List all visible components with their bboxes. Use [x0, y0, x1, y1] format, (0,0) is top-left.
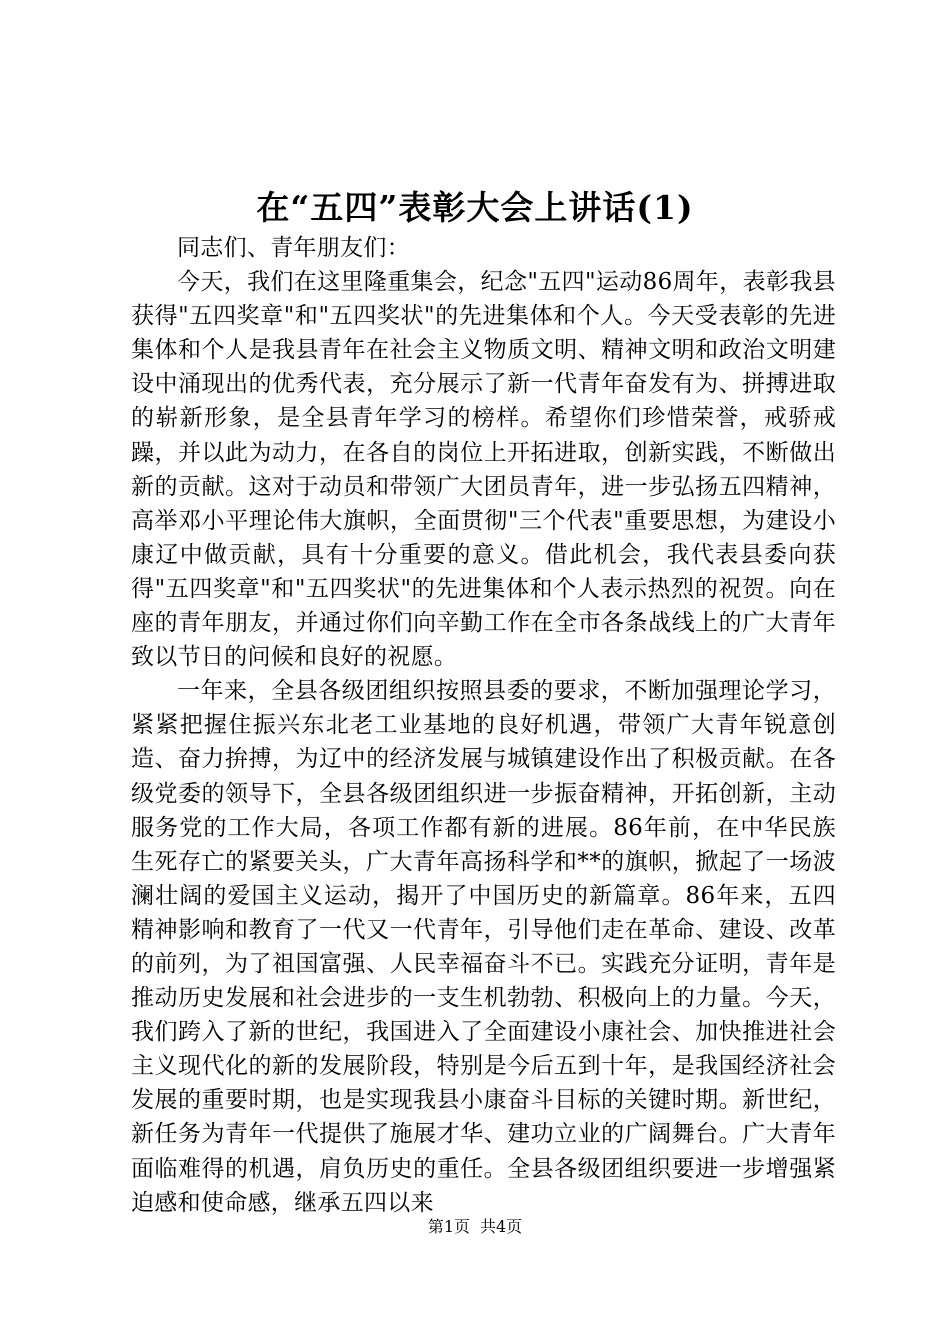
paragraph-2: 一年来，全县各级团组织按照县委的要求，不断加强理论学习，紧紧把握住振兴东北老工业基地的良好机遇，带领广大青年锐意创造、奋力拚搏，为辽中的经济发展与城镇建设作出了积极贡献。在各级党委的领导下，全县各级团组织进一步振奋精神，开拓创新，主动服务党的工作大局，各项工作都有新的进展。86年前，在中华民族生死存亡的紧要关头，广大青年高扬科学和**的旗帜，掀起了一场波澜壮阔的爱国主义运动，揭开了中国历史的新篇章。86年来，五四精神影响和教育了一代又一代青年，引导他们走在革命、建设、改革的前列，为了祖国富强、人民幸福奋斗不已。实践充分证明，青年是推动历史发展和社会进步的一支生机勃勃、积极向上的力量。今天，我们跨入了新的世纪，我国进入了全面建设小康社会、加快推进社会主义现代化的新的发展阶段，特别是今后五到十年，是我国经济社会发展的重要时期，也是实现我县小康奋斗目标的关键时期。新世纪，新任务为青年一代提供了施展才华、建功立业的广阔舞台。广大青年面临难得的机遇，肩负历史的重任。全县各级团组织要进一步增强紧迫感和使命感，继承五四以来: [131, 678, 836, 1216]
page-number: 第1页: [427, 1217, 470, 1236]
document-title: 在“五四”表彰大会上讲话(1): [256, 188, 694, 227]
page-total: 共4页: [480, 1217, 523, 1236]
document-body: [131, 231, 836, 1220]
page-footer: [0, 1215, 950, 1239]
paragraph-1: 今天，我们在这里隆重集会，纪念"五四"运动86周年，表彰我县获得"五四奖章"和"五四奖状"的先进集体和个人。今天受表彰的先进集体和个人是我县青年在社会主义物质文明、精神文明和政治文明建设中涌现出的优秀代表，充分展示了新一代青年奋发有为、拼搏进取的崭新形象，是全县青年学习的榜样。希望你们珍惜荣誉，戒骄戒躁，并以此为动力，在各自的岗位上开拓进取，创新实践，不断做出新的贡献。这对于动员和带领广大团员青年，进一步弘扬五四精神，高举邓小平理论伟大旗帜，全面贯彻"三个代表"重要思想，为建设小康辽中做贡献，具有十分重要的意义。借此机会，我代表县委向获得"五四奖章"和"五四奖状"的先进集体和个人表示热烈的祝贺。向在座的青年朋友，并通过你们向辛勤工作在全市各条战线上的广大青年致以节日的问候和良好的祝愿。: [131, 269, 836, 671]
salutation: 同志们、青年朋友们：: [177, 235, 410, 261]
